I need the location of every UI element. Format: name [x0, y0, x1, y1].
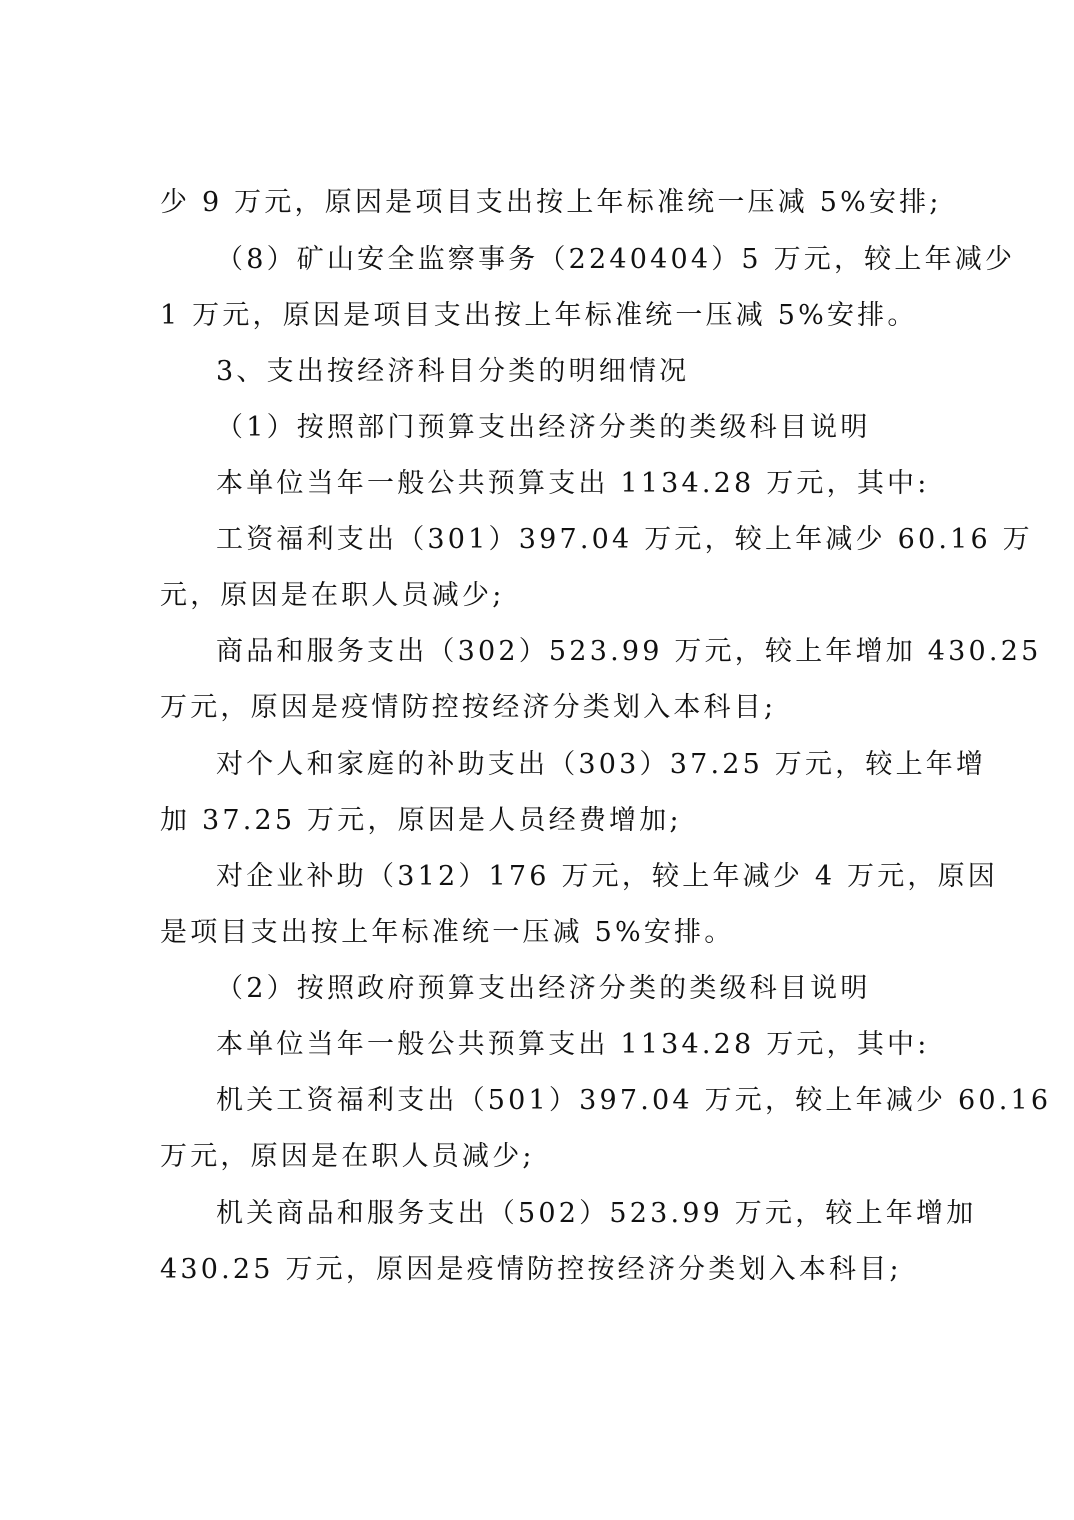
- text-line: （8）矿山安全监察事务（2240404）5 万元，较上年减少: [216, 244, 1016, 275]
- text-line: 机关工资福利支出（501）397.04 万元，较上年减少 60.16: [216, 1085, 1052, 1116]
- subsection-heading: （2）按照政府预算支出经济分类的类级科目说明: [216, 973, 871, 1004]
- text-line: 对个人和家庭的补助支出（303）37.25 万元，较上年增: [216, 749, 987, 780]
- text-line: 对企业补助（312）176 万元，较上年减少 4 万元，原因: [216, 861, 998, 892]
- text-line: 机关商品和服务支出（502）523.99 万元，较上年增加: [216, 1198, 977, 1229]
- section-heading: 3、支出按经济科目分类的明细情况: [216, 356, 690, 387]
- text-line: 本单位当年一般公共预算支出 1134.28 万元，其中:: [216, 1029, 930, 1060]
- text-line: 元，原因是在职人员减少;: [160, 580, 505, 611]
- text-line: 万元，原因是疫情防控按经济分类划入本科目;: [160, 692, 777, 723]
- text-line: 工资福利支出（301）397.04 万元，较上年减少 60.16 万: [216, 524, 1033, 555]
- text-line: 430.25 万元，原因是疫情防控按经济分类划入本科目;: [160, 1254, 902, 1285]
- text-line: 加 37.25 万元，原因是人员经费增加;: [160, 805, 682, 836]
- text-line: 1 万元，原因是项目支出按上年标准统一压减 5%安排。: [160, 300, 918, 331]
- text-line: 少 9 万元，原因是项目支出按上年标准统一压减 5%安排;: [160, 187, 942, 218]
- text-line: 是项目支出按上年标准统一压减 5%安排。: [160, 917, 735, 948]
- text-line: 本单位当年一般公共预算支出 1134.28 万元，其中:: [216, 468, 930, 499]
- text-line: 万元，原因是在职人员减少;: [160, 1141, 535, 1172]
- subsection-heading: （1）按照部门预算支出经济分类的类级科目说明: [216, 412, 871, 443]
- text-line: 商品和服务支出（302）523.99 万元，较上年增加 430.25: [216, 636, 1042, 667]
